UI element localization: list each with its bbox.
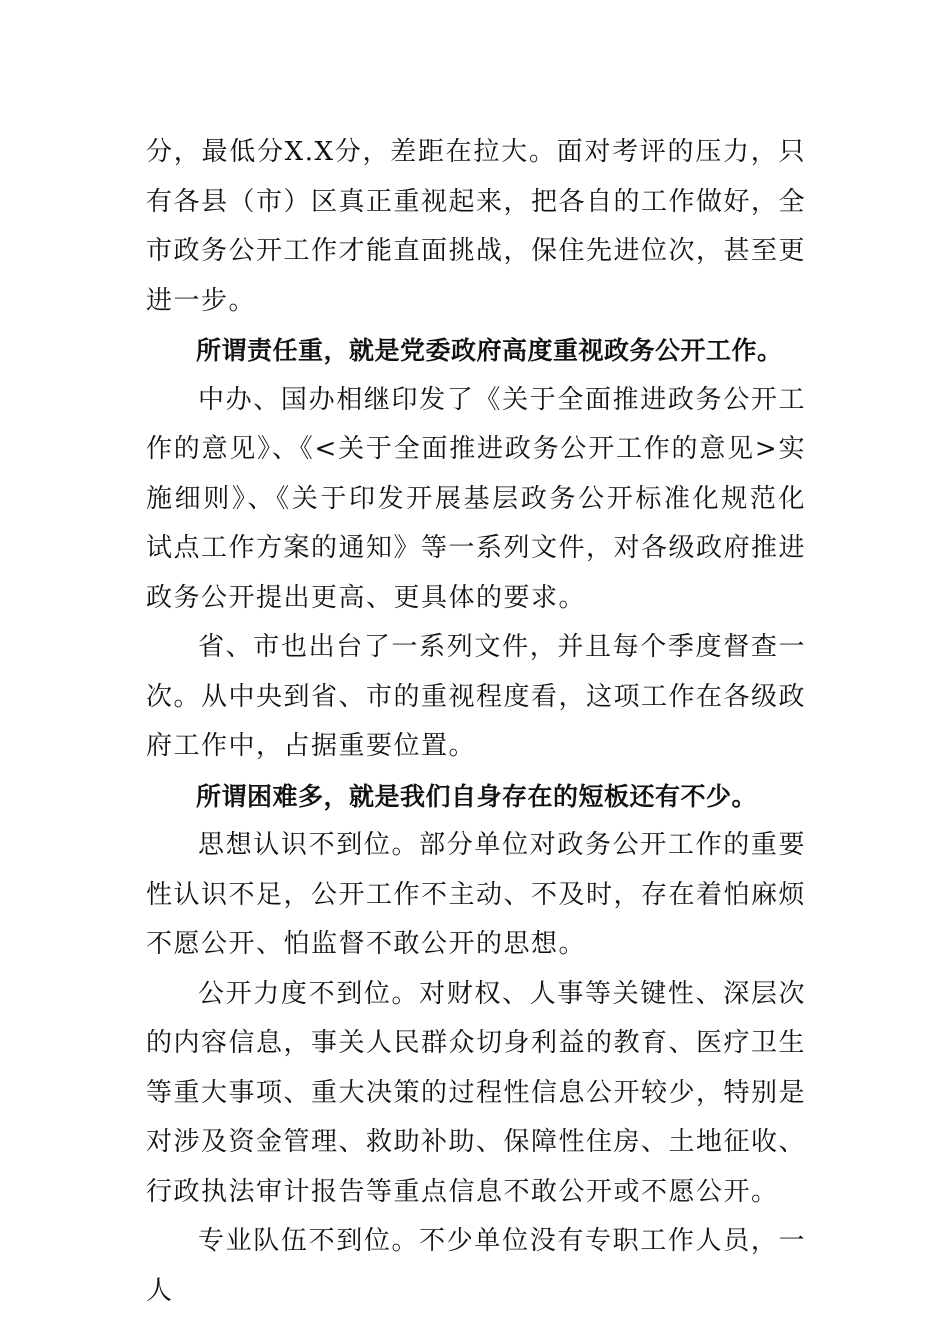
section-heading-responsibility: 所谓责任重，就是党委政府高度重视政务公开工作。 [196,336,783,365]
document-body [146,128,806,1316]
paragraph-awareness: 思想认识不到位。部分单位对政务公开工作的重要性认识不足，公开工作不主动、不及时，存在着怕麻烦不愿公开、怕监督不敢公开的思想。 [146,830,807,959]
paragraph-central-documents: 中办、国办相继印发了《关于全面推进政务公开工作的意见》、《<关于全面推进政务公开工作的意见>实施细则》、《关于印发开展基层政务公开标准化规范化试点工作方案的通知》等一系列文件，对各级政府推进政务公开提出更高、更具体的要求。 [146,384,807,613]
paragraph-province-city: 省、市也出台了一系列文件，并且每个季度督查一次。从中央到省、市的重视程度看，这项工作在各级政府工作中，占据重要位置。 [146,632,807,761]
section-heading-difficulties: 所谓困难多，就是我们自身存在的短板还有不少。 [196,781,758,811]
paragraph-disclosure-strength: 公开力度不到位。对财权、人事等关键性、深层次的内容信息，事关人民群众切身利益的教育、医疗卫生等重大事项、重大决策的过程性信息公开较少，特别是对涉及资金管理、救助补助、保障性住房、土地征收、行政执法审计报告等重点信息不敢公开或不愿公开。 [146,978,807,1207]
paragraph-continuation: 分，最低分X.X分，差距在拉大。面对考评的压力，只有各县（市）区真正重视起来，把各自的工作做好，全市政务公开工作才能直面挑战，保住先进位次，甚至更进一步。 [146,137,807,316]
paragraph-professional-team: 专业队伍不到位。不少单位没有专职工作人员，一人 [146,1226,806,1306]
